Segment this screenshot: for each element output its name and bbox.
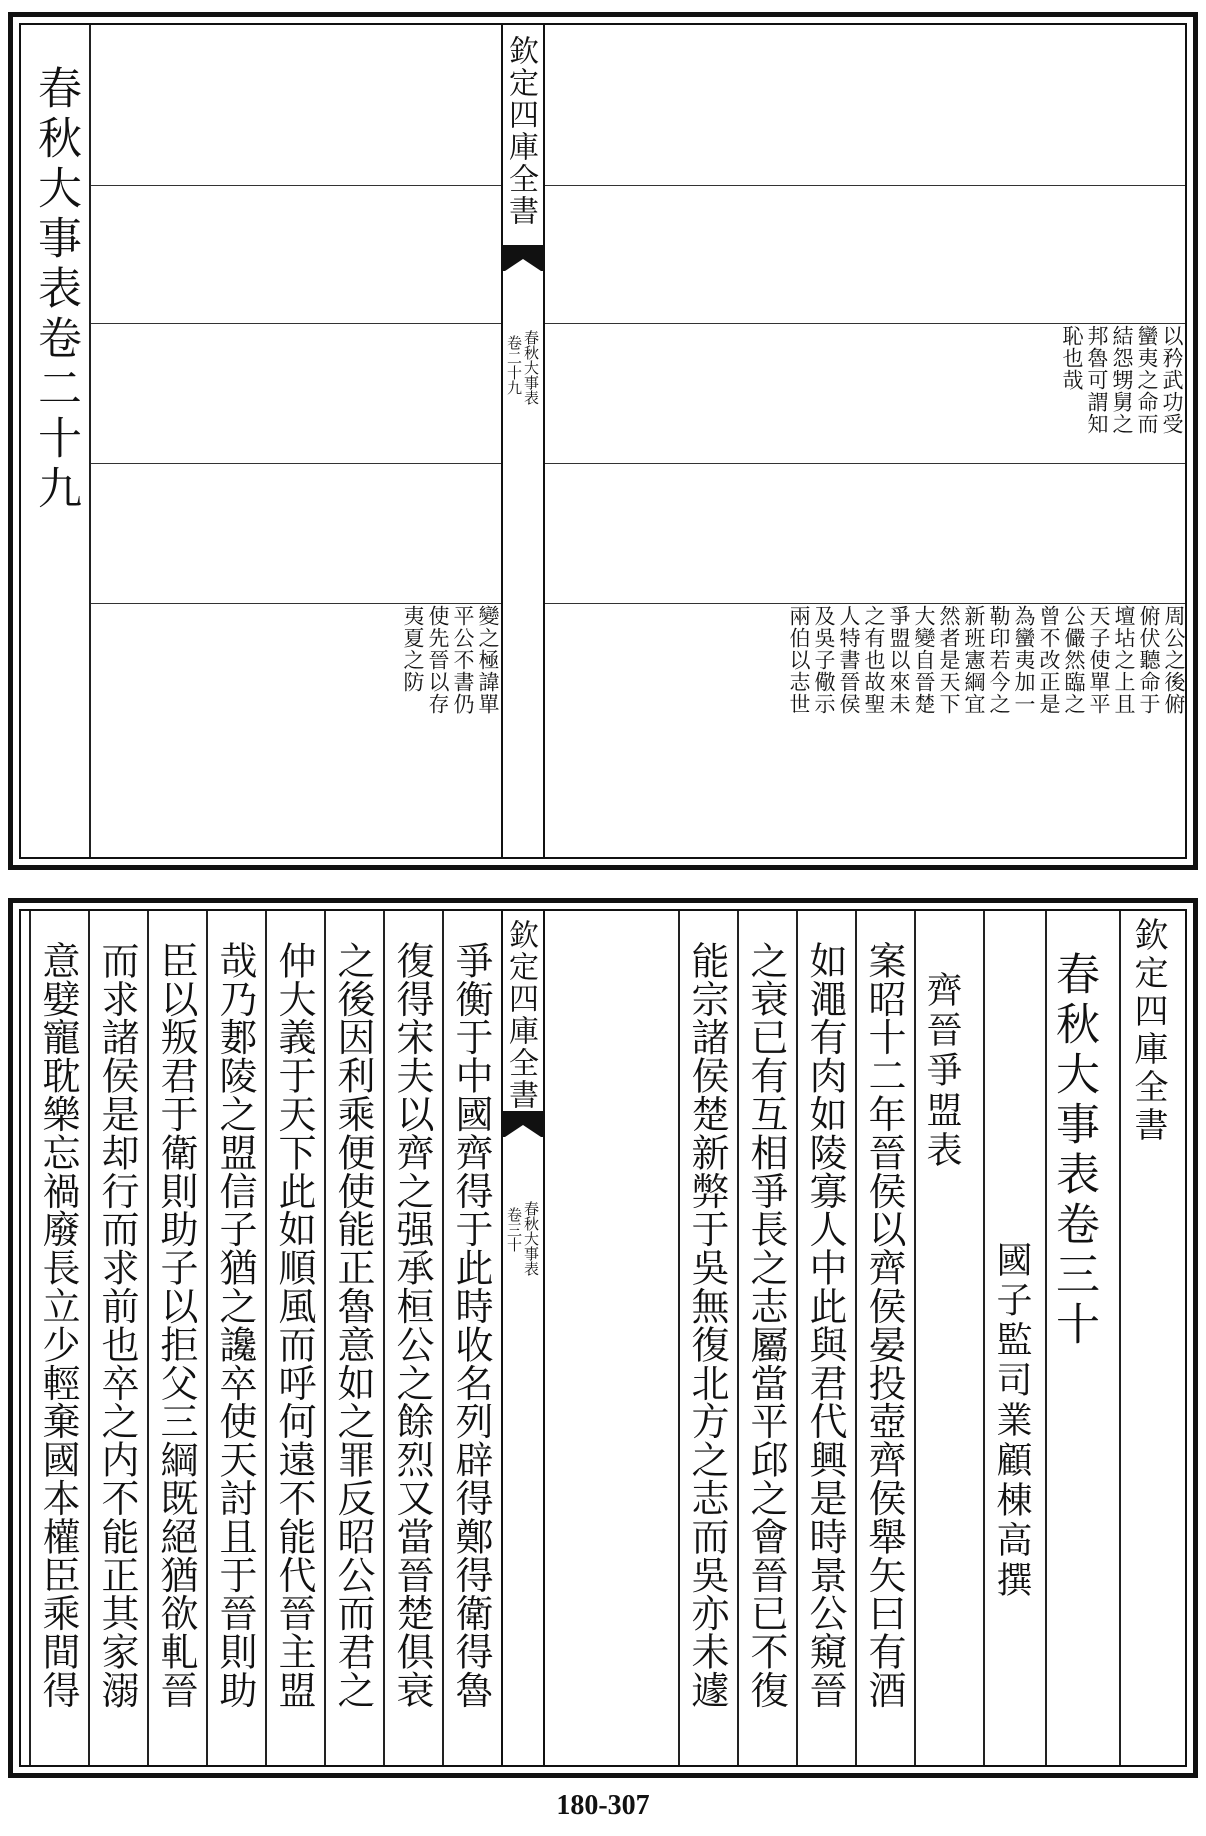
- annotation-column: 變之極諱單: [476, 605, 500, 715]
- column-rule: [147, 911, 149, 1765]
- section-heading: 齊晉爭盟表: [921, 971, 962, 1171]
- row-rule: [543, 323, 1185, 324]
- text-column: 仲大義于天下此如順風而呼何遠不能代晉主盟: [272, 941, 316, 1709]
- column-rule: [383, 911, 385, 1765]
- column-rule: [442, 911, 444, 1765]
- annotation-column: 平公不書仍: [451, 605, 475, 715]
- bottom-page-frame: [19, 909, 1187, 1767]
- column-rule: [914, 911, 916, 1765]
- fold-volume: 卷二十九: [505, 335, 523, 395]
- annotation-column: 大變自晉楚: [912, 605, 936, 715]
- row-rule: [91, 603, 501, 604]
- annotation-block: [545, 605, 1185, 745]
- annotation-column: 兩伯以志世: [787, 605, 811, 715]
- text-column: 之後因利乘便使能正魯意如之罪反昭公而君之: [331, 941, 375, 1709]
- text-column: 復得宋夫以齊之强承桓公之餘烈又當晉楚俱衰: [390, 941, 434, 1709]
- fold-volume: 卷三十: [505, 1207, 523, 1252]
- annotation-column: 為蠻夷加一: [1012, 605, 1036, 715]
- row-rule: [543, 463, 1185, 464]
- annotation-column: 之有也故聖: [862, 605, 886, 715]
- annotation-column: 邦魯可謂知: [1085, 325, 1109, 435]
- page-number: 180-307: [556, 1790, 650, 1821]
- column-rule: [88, 911, 90, 1765]
- fish-tail-mark: [503, 1111, 543, 1137]
- annotation-column: 天子使單平: [1087, 605, 1111, 715]
- annotation-column: 及吳子儆示: [812, 605, 836, 715]
- center-fold-strip: [501, 911, 545, 1765]
- annotation-column: 曾不改正是: [1037, 605, 1061, 715]
- column-rule: [29, 911, 31, 1765]
- text-column: 之衰已有互相爭長之志屬當平邱之會晉已不復: [744, 941, 788, 1709]
- row-rule: [91, 185, 501, 186]
- column-rule: [265, 911, 267, 1765]
- center-fold-strip: [501, 25, 545, 857]
- volume-title: 春秋大事表卷三十: [1048, 951, 1099, 1351]
- annotation-column: 公儼然臨之: [1062, 605, 1086, 715]
- annotation-column: 勒印若今之: [987, 605, 1011, 715]
- annotation-block: [847, 325, 1183, 460]
- text-column: 臣以叛君于衛則助子以拒父三綱既絕猶欲軋晉: [154, 941, 198, 1709]
- annotation-column: 使先晉以存: [426, 605, 450, 715]
- annotation-column: 壇坫之上且: [1112, 605, 1136, 715]
- top-page-frame: [19, 23, 1187, 859]
- text-column: 能宗諸侯楚新弊于吳無復北方之志而吳亦未遽: [685, 941, 729, 1709]
- text-column: 意嬖寵耽樂忘禍廢長立少輕棄國本權臣乘間得: [36, 941, 80, 1709]
- annotation-column: 人特書晉侯: [837, 605, 861, 715]
- bottom-page-panel: [8, 898, 1198, 1778]
- annotation-column: 夷夏之防: [401, 605, 425, 693]
- column-rule: [1119, 911, 1121, 1765]
- annotation-column: 然者是天下: [937, 605, 961, 715]
- column-rule: [737, 911, 739, 1765]
- row-rule: [91, 323, 501, 324]
- column-rule: [206, 911, 208, 1765]
- column-rule: [1045, 911, 1047, 1765]
- row-rule: [543, 185, 1185, 186]
- column-rule: [983, 911, 985, 1765]
- banner-title-right: 欽定四庫全書: [1128, 917, 1168, 1145]
- row-rule: [543, 603, 1185, 604]
- fold-book-title: 春秋大事表: [522, 1201, 540, 1276]
- column-rule: [796, 911, 798, 1765]
- annotation-block: [381, 605, 499, 745]
- annotation-column: 俯伏聽命于: [1137, 605, 1161, 715]
- annotation-column: 蠻夷之命而: [1135, 325, 1159, 435]
- fish-tail-mark: [503, 245, 543, 271]
- annotation-column: 周公之後俯: [1162, 605, 1186, 715]
- annotation-column: 爭盟以來未: [887, 605, 911, 715]
- author-line: 國子監司業顧棟高撰: [991, 1241, 1032, 1601]
- text-column: 如澠有肉如陵寡人中此與君代興是時景公窺晉: [803, 941, 847, 1709]
- banner-title: 欽定四庫全書: [503, 35, 538, 227]
- text-column: 爭衡于中國齊得于此時收名列辟得鄭得衛得魯: [449, 941, 493, 1709]
- title-column-rule: [89, 25, 91, 857]
- annotation-column: 新班憲綱宜: [962, 605, 986, 715]
- annotation-column: 結怨甥舅之: [1110, 325, 1134, 435]
- column-rule: [324, 911, 326, 1765]
- annotation-column: 恥也哉: [1060, 325, 1084, 391]
- banner-title: 欽定四庫全書: [503, 919, 538, 1111]
- text-column: 案昭十二年晉侯以齊侯晏投壺齊侯舉矢曰有酒: [862, 941, 906, 1709]
- text-column: 而求諸侯是却行而求前也卒之内不能正其家溺: [95, 941, 139, 1709]
- text-column: 哉乃郪陵之盟信子猶之讒卒使天討且于晉則助: [213, 941, 257, 1709]
- column-rule: [855, 911, 857, 1765]
- fold-book-title: 春秋大事表: [522, 330, 540, 405]
- top-page-panel: [8, 12, 1198, 870]
- column-rule: [678, 911, 680, 1765]
- annotation-column: 以矜武功受: [1160, 325, 1184, 435]
- volume-title: 春秋大事表卷二十九: [30, 65, 81, 515]
- row-rule: [91, 463, 501, 464]
